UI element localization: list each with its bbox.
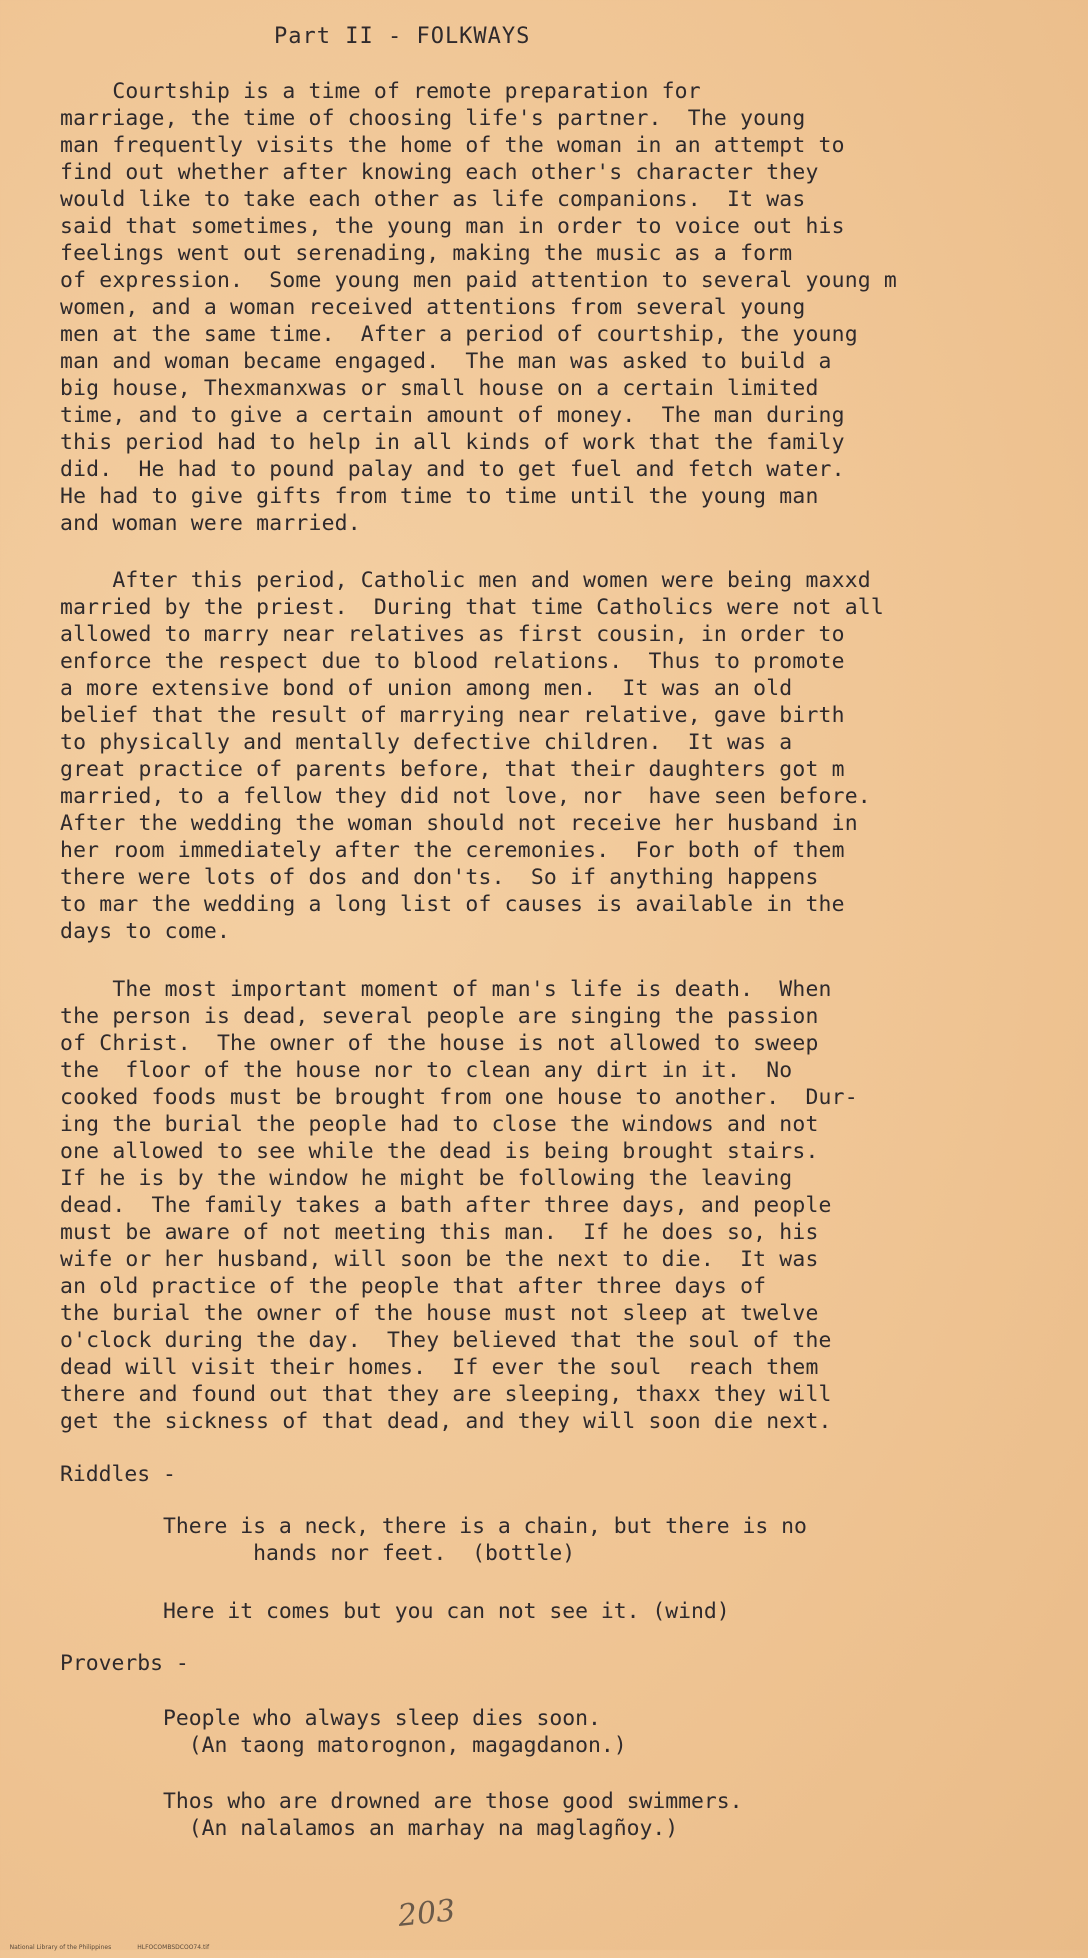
text-line: cooked foods must be brought from one house to another. Dur- bbox=[60, 1085, 858, 1110]
text-line: did. He had to pound palay and to get fuel and fetch water. bbox=[60, 457, 845, 482]
text-line: there and found out that they are sleeping, thaxx they will bbox=[60, 1382, 832, 1407]
text-line: one allowed to see while the dead is being brought stairs. bbox=[60, 1139, 819, 1164]
text-line: (An taong matorognon, magagdanon.) bbox=[163, 1733, 627, 1758]
text-line: After the wedding the woman should not receive her husband in bbox=[60, 811, 858, 836]
text-line: After this period, Catholic men and women were being maxxd bbox=[60, 568, 871, 593]
handwritten-page-number: 203 bbox=[396, 1893, 457, 1934]
text-line: allowed to marry near relatives as first cousin, in order to bbox=[60, 622, 845, 647]
text-line: belief that the result of marrying near relative, gave birth bbox=[60, 703, 845, 728]
text-line: man and woman became engaged. The man was asked to build a bbox=[60, 349, 832, 374]
paragraph-courtship bbox=[60, 78, 1060, 537]
text-line: great practice of parents before, that their daughters got m bbox=[60, 757, 845, 782]
text-line: there were lots of dos and don'ts. So if anything happens bbox=[60, 865, 819, 890]
page-title: Part II - FOLKWAYS bbox=[274, 24, 531, 49]
text-line: to mar the wedding a long list of causes is available in the bbox=[60, 892, 845, 917]
archive-footer bbox=[2, 1937, 235, 1958]
text-line: get the sickness of that dead, and they will soon die next. bbox=[60, 1409, 832, 1434]
text-line: (An nalalamos an marhay na maglagñoy.) bbox=[163, 1816, 679, 1841]
text-line: married, to a fellow they did not love, nor have seen before. bbox=[60, 784, 871, 809]
paragraph-death bbox=[60, 976, 1060, 1435]
text-line: If he is by the window he might be following the leaving bbox=[60, 1166, 793, 1191]
text-line: women, and a woman received attentions from several young bbox=[60, 295, 806, 320]
library-name: National Library of the Philippines bbox=[9, 1944, 112, 1951]
text-line: her room immediately after the ceremonies. For both of them bbox=[60, 838, 845, 863]
text-line: ing the burial the people had to close the windows and not bbox=[60, 1112, 819, 1137]
paragraph-marriage bbox=[60, 567, 1060, 945]
text-line: The most important moment of man's life is death. When bbox=[60, 977, 832, 1002]
proverbs-heading: Proverbs - bbox=[60, 1651, 189, 1676]
text-line: married by the priest. During that time Catholics were not all bbox=[60, 595, 884, 620]
text-line: dead. The family takes a bath after three days, and people bbox=[60, 1193, 832, 1218]
text-line: this period had to help in all kinds of work that the family bbox=[60, 430, 845, 455]
text-line: days to come. bbox=[60, 919, 231, 944]
text-line: man frequently visits the home of the woman in an attempt to bbox=[60, 133, 845, 158]
text-line: dead will visit their homes. If ever the soul reach them bbox=[60, 1355, 819, 1380]
text-line: Here it comes but you can not see it. (wind) bbox=[163, 1599, 730, 1624]
text-line: and woman were married. bbox=[60, 511, 361, 536]
text-line: feelings went out serenading, making the music as a form bbox=[60, 241, 793, 266]
riddles-heading: Riddles - bbox=[60, 1462, 176, 1487]
text-line: the floor of the house nor to clean any dirt in it. No bbox=[60, 1058, 793, 1083]
text-line: the person is dead, several people are singing the passion bbox=[60, 1004, 819, 1029]
text-line: a more extensive bond of union among men. It was an old bbox=[60, 676, 793, 701]
text-line: the burial the owner of the house must not sleep at twelve bbox=[60, 1301, 819, 1326]
text-line: men at the same time. After a period of courtship, the young bbox=[60, 322, 858, 347]
text-line: time, and to give a certain amount of money. The man during bbox=[60, 403, 845, 428]
text-line: to physically and mentally defective children. It was a bbox=[60, 730, 793, 755]
proverb-item bbox=[163, 1788, 743, 1842]
proverb-item bbox=[163, 1705, 627, 1759]
file-id: HLFOCOMBSDCOO74.tif bbox=[137, 1944, 210, 1951]
text-line: big house, Thexmanxwas or small house on a certain limited bbox=[60, 376, 819, 401]
text-line: of Christ. The owner of the house is not allowed to sweep bbox=[60, 1031, 819, 1056]
text-line: Thos who are drowned are those good swimmers. bbox=[163, 1789, 743, 1814]
text-line: He had to give gifts from time to time until the young man bbox=[60, 484, 819, 509]
text-line: of expression. Some young men paid attention to several young m bbox=[60, 268, 898, 293]
text-line: an old practice of the people that after three days of bbox=[60, 1274, 767, 1299]
text-line: Courtship is a time of remote preparation for bbox=[60, 79, 701, 104]
text-line: would like to take each other as life companions. It was bbox=[60, 187, 806, 212]
text-line: find out whether after knowing each other's character they bbox=[60, 160, 819, 185]
riddle-item bbox=[163, 1513, 807, 1567]
text-line: o'clock during the day. They believed that the soul of the bbox=[60, 1328, 832, 1353]
text-line: must be aware of not meeting this man. If he does so, his bbox=[60, 1220, 819, 1245]
text-line: hands nor feet. (bottle) bbox=[163, 1541, 576, 1566]
text-line: wife or her husband, will soon be the next to die. It was bbox=[60, 1247, 819, 1272]
text-line: enforce the respect due to blood relations. Thus to promote bbox=[60, 649, 845, 674]
text-line: People who always sleep dies soon. bbox=[163, 1706, 601, 1731]
text-line: marriage, the time of choosing life's partner. The young bbox=[60, 106, 806, 131]
riddle-item bbox=[163, 1598, 730, 1625]
text-line: said that sometimes, the young man in order to voice out his bbox=[60, 214, 845, 239]
text-line: There is a neck, there is a chain, but there is no bbox=[163, 1514, 807, 1539]
